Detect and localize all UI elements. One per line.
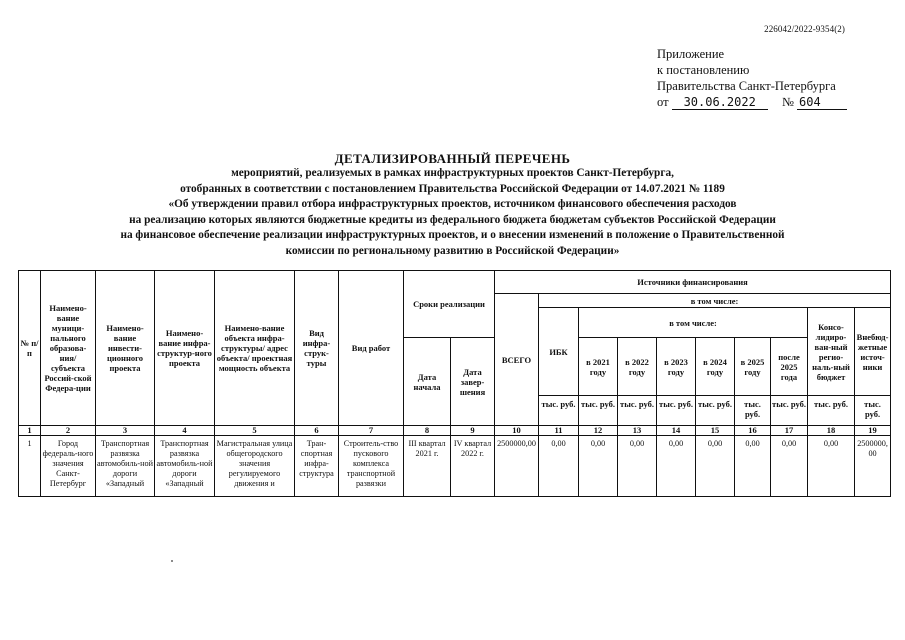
decree-date: 30.06.2022 <box>672 96 768 110</box>
cell-investment-project: Транспортная развязка автомобиль-ной дороги «Западный <box>96 436 155 497</box>
header-work-type: Вид работ <box>339 271 404 426</box>
header-investment-project: Наимено-вание инвести-ционного проекта <box>96 271 155 426</box>
unit-after-2025: тыс. руб. <box>771 396 808 426</box>
cell-2023: 0,00 <box>657 436 696 497</box>
unit-consolidated: тыс. руб. <box>808 396 855 426</box>
header-year-2022: в 2022 году <box>618 338 657 396</box>
header-year-2021: в 2021 году <box>579 338 618 396</box>
cell-consolidated: 0,00 <box>808 436 855 497</box>
cell-infra-object: Магистральная улица общегородского значения регулируемого движения и <box>215 436 295 497</box>
heading-line-2: отобранных в соответствии с постановлением Правительства Российской Федерации от 14.07.2021 № 1189 <box>180 182 725 195</box>
funding-table <box>18 270 891 497</box>
header-including-2: в том числе: <box>579 308 808 338</box>
unit-2021: тыс. руб. <box>579 396 618 426</box>
unit-ibk: тыс. руб. <box>539 396 579 426</box>
header-infra-object: Наимено-вание объекта инфра-структуры/ адрес объекта/ проектная мощность объекта <box>215 271 295 426</box>
table-row <box>19 436 891 497</box>
column-number: 14 <box>657 426 696 436</box>
scan-speck <box>171 560 173 562</box>
cell-extrabudget: 2500000, 00 <box>855 436 891 497</box>
appendix-line-1: Приложение <box>657 47 725 61</box>
column-number: 1 <box>19 426 41 436</box>
header-year-2023: в 2023 году <box>657 338 696 396</box>
cell-2022: 0,00 <box>618 436 657 497</box>
header-infra-project: Наимено-вание инфра-структур-ного проекта <box>155 271 215 426</box>
cell-municipality: Город федераль-ного значения Санкт-Петербург <box>41 436 96 497</box>
column-number: 18 <box>808 426 855 436</box>
cell-infra-project: Транспортная развязка автомобиль-ной дороги «Западный <box>155 436 215 497</box>
heading-line-3: «Об утверждении правил отбора инфраструктурных проектов, источником финансового обеспечения расходов <box>168 198 737 211</box>
cell-end-date: IV квартал 2022 г. <box>451 436 495 497</box>
column-numbers-row <box>19 426 891 436</box>
unit-2023: тыс. руб. <box>657 396 696 426</box>
column-number: 4 <box>155 426 215 436</box>
column-number: 9 <box>451 426 495 436</box>
header-consolidated-budget: Консо-лидиро-ван-ный регио-наль-ный бюджет <box>808 308 855 396</box>
cell-start-date: III квартал 2021 г. <box>404 436 451 497</box>
unit-extrabudget: тыс. руб. <box>855 396 891 426</box>
header-extrabudget: Внебюд-жетные источ-ники <box>855 308 891 396</box>
cell-after-2025: 0,00 <box>771 436 808 497</box>
cell-2024: 0,00 <box>696 436 735 497</box>
header-ibk: ИБК <box>539 308 579 396</box>
header-total: ВСЕГО <box>495 294 539 426</box>
column-number: 2 <box>41 426 96 436</box>
column-number: 7 <box>339 426 404 436</box>
column-number: 6 <box>295 426 339 436</box>
header-municipality: Наимено-вание муници-пального образова-ния/ субъекта Россий-ской Федера-ции <box>41 271 96 426</box>
document-heading <box>40 151 865 260</box>
header-after-2025: после 2025 года <box>771 338 808 396</box>
cell-2025: 0,00 <box>735 436 771 497</box>
cell-ibk: 0,00 <box>539 436 579 497</box>
header-year-2024: в 2024 году <box>696 338 735 396</box>
column-number: 15 <box>696 426 735 436</box>
column-number: 19 <box>855 426 891 436</box>
number-label: № <box>781 95 794 109</box>
unit-2024: тыс. руб. <box>696 396 735 426</box>
cell-total: 2500000,00 <box>495 436 539 497</box>
column-number: 12 <box>579 426 618 436</box>
heading-line-6: комиссии по региональному развитию в Российской Федерации» <box>285 244 620 257</box>
header-funding-sources: Источники финансирования <box>495 271 891 294</box>
from-label: от <box>657 95 669 109</box>
document-title: ДЕТАЛИЗИРОВАННЫЙ ПЕРЕЧЕНЬ <box>334 151 571 166</box>
column-number: 5 <box>215 426 295 436</box>
cell-2021: 0,00 <box>579 436 618 497</box>
appendix-date-line <box>657 94 847 110</box>
cell-num: 1 <box>19 436 41 497</box>
heading-line-5: на финансовое обеспечение реализации инфраструктурных проектов, и о внесении изменений в положение о Правительственной <box>120 229 785 242</box>
appendix-block <box>657 46 847 110</box>
header-num: № п/п <box>19 271 41 426</box>
header-terms: Сроки реализации <box>404 271 495 338</box>
heading-line-1: мероприятий, реализуемых в рамках инфраструктурных проектов Санкт-Петербурга, <box>231 167 674 179</box>
header-year-2025: в 2025 году <box>735 338 771 396</box>
decree-number: 604 <box>797 96 847 110</box>
cell-infra-type: Тран-спортная инфра-структура <box>295 436 339 497</box>
column-number: 3 <box>96 426 155 436</box>
cell-work-type: Строитель-ство пускового комплекса транспортной развязки <box>339 436 404 497</box>
header-end-date: Дата завер-шения <box>451 338 495 426</box>
unit-2022: тыс. руб. <box>618 396 657 426</box>
document-number: 226042/2022-9354(2) <box>764 24 845 34</box>
column-number: 16 <box>735 426 771 436</box>
column-number: 13 <box>618 426 657 436</box>
column-number: 8 <box>404 426 451 436</box>
header-start-date: Дата начала <box>404 338 451 426</box>
unit-2025: тыс. руб. <box>735 396 771 426</box>
column-number: 17 <box>771 426 808 436</box>
column-number: 10 <box>495 426 539 436</box>
header-infra-type: Вид инфра-струк-туры <box>295 271 339 426</box>
column-number: 11 <box>539 426 579 436</box>
header-including: в том числе: <box>539 294 891 308</box>
appendix-line-3: Правительства Санкт-Петербурга <box>657 79 836 93</box>
heading-line-4: на реализацию которых являются бюджетные кредиты из федерального бюджета бюджетам субъектов Российской Федерации <box>129 213 776 226</box>
appendix-line-2: к постановлению <box>657 63 750 77</box>
